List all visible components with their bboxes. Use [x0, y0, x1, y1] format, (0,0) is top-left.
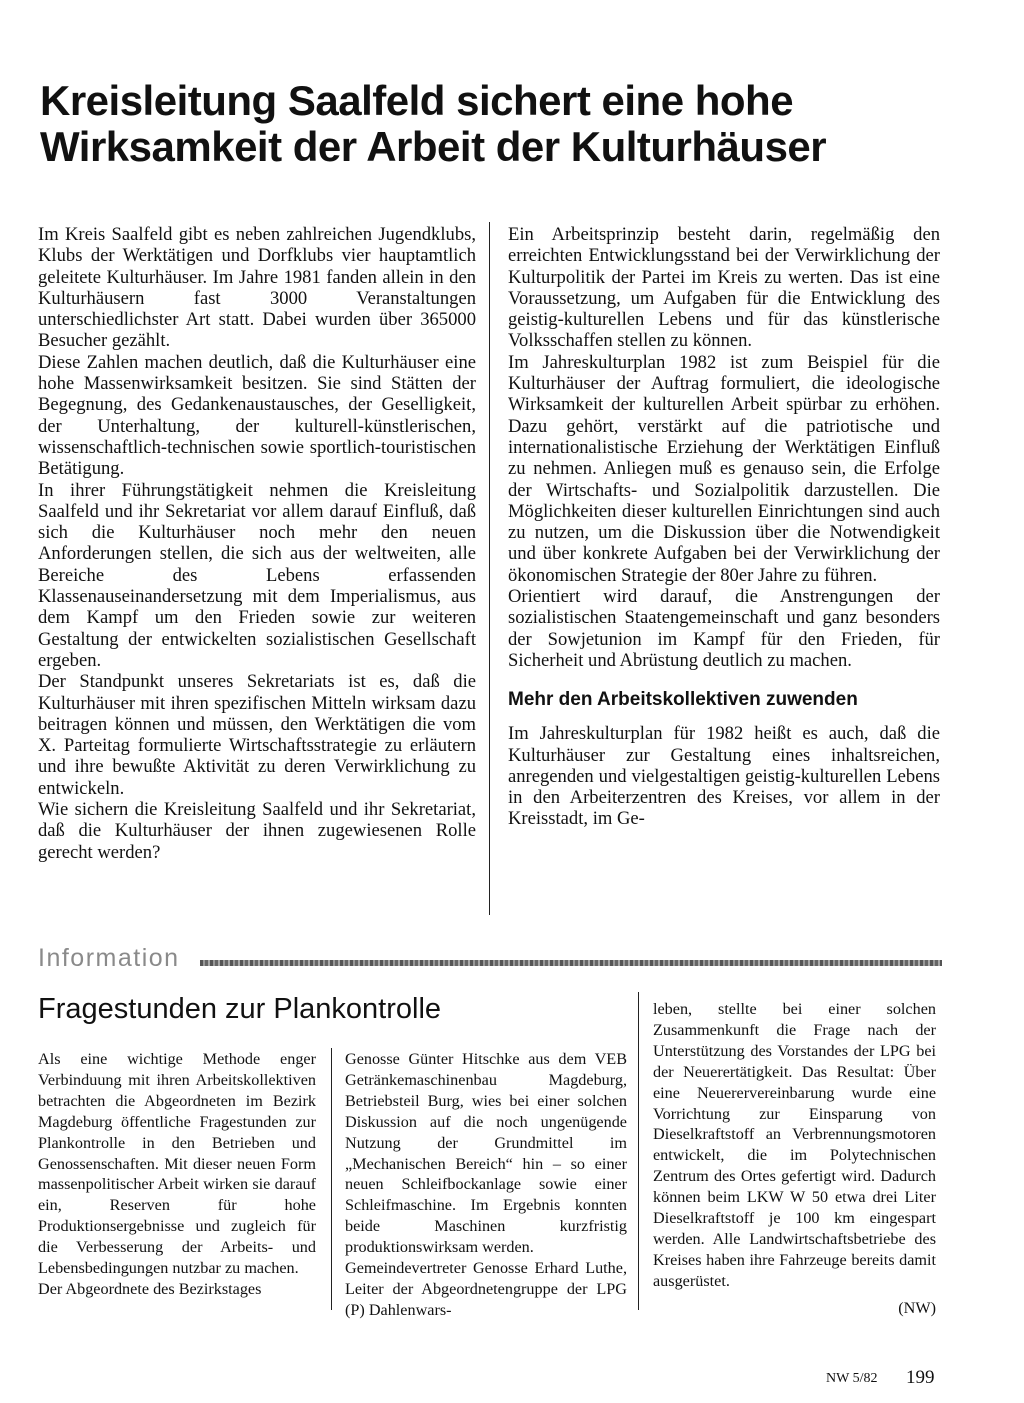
article-column-2	[508, 224, 940, 830]
info-box-title: Fragestunden zur Plankontrolle	[38, 993, 442, 1025]
information-label: Information	[38, 944, 180, 972]
info-column-2	[345, 1049, 627, 1321]
paragraph: Gemeindevertreter Genosse Erhard Luthe, Leiter der Abgeordnetengruppe der LPG (P) Dahlenwars-	[345, 1259, 627, 1319]
paragraph: Genosse Günter Hitschke aus dem VEB Getränkemaschinenbau Magdeburg, Betriebsteil Burg, wies bei einer solchen Diskussion auf die noch ungenügende Nutzung der Grundmittel im „Mechanischen Bereich“ hin – so einer neuen Schleifbockanlage sowie einer Schleifmaschine. Im Ergebnis konnten beide Maschinen kurzfristig produktionswirksam werden.	[345, 1050, 627, 1257]
author-signature: (NW)	[898, 1298, 936, 1317]
paragraph: Im Jahreskulturplan 1982 ist zum Beispiel für die Kulturhäuser der Auftrag formuliert, die ideologische Wirksamkeit der kulturellen Arbeit spürbar zu erhöhen. Dazu gehört, verstärkt auf die patriotische und internationalistische Erziehung der Werktätigen Einfluß zu nehmen. Anliegen muß es genauso sein, die Erfolge der Wirtschafts- und Sozialpolitik darzustellen. Die Möglichkeiten dieser kulturellen Einrichtungen sind auch zu nutzen, um die Diskussion über die Notwendigkeit und über konkrete Aufgaben bei der Verwirklichung der ökonomischen Strategie der 80er Jahre zu führen.	[508, 351, 940, 586]
section-subheading: Mehr den Arbeitskollektiven zuwenden	[508, 689, 858, 711]
paragraph: Der Abgeordnete des Bezirkstages	[38, 1279, 262, 1298]
info-column-1	[38, 1049, 316, 1300]
paragraph: Orientiert wird darauf, die Anstrengungen der sozialistischen Staatengemeinschaft und ganz besonders der Sowjetunion im Kampf für den Frieden, für Sicherheit und Abrüstung deutlich zu machen.	[508, 586, 940, 671]
column-divider	[638, 992, 639, 1310]
paragraph: In ihrer Führungstätigkeit nehmen die Kreisleitung Saalfeld und ihr Sekretariat vor allem darauf Einfluß, daß sich die Kulturhäuser noch mehr den neuen Anforderungen stellen, die sich aus der weltweiten, alle Bereiche des Lebens erfassenden Klassenauseinandersetzung mit dem Imperialismus, aus dem Kampf um den Frieden sowie zur weiteren Gestaltung der entwickelten sozialistischen Gesellschaft ergeben.	[38, 479, 476, 671]
column-divider	[331, 1048, 332, 1310]
article-headline: Kreisleitung Saalfeld sichert eine hohe Wirksamkeit der Arbeit der Kulturhäuser	[40, 77, 827, 170]
information-rule	[200, 960, 942, 966]
paragraph: Im Jahreskulturplan für 1982 heißt es auch, daß die Kulturhäuser zur Gestaltung eines inhaltsreichen, anregenden und vielgestaltigen geistig-kulturellen Lebens in den Arbeiterzentren des Kreises, vor allem in der Kreisstadt, im Ge-	[508, 723, 940, 830]
info-column-3	[653, 999, 936, 1319]
paragraph: Im Kreis Saalfeld gibt es neben zahlreichen Jugendklubs, Klubs der Werktätigen und Dorfklubs vier hauptamtlich geleitete Kulturhäuser. Im Jahre 1981 fanden allein in den Kulturhäusern fast 3000 Veranstaltungen unterschiedlichster Art statt. Dabei wurden über 365000 Besucher gezählt.	[38, 224, 476, 352]
paragraph: Ein Arbeitsprinzip besteht darin, regelmäßig den erreichten Entwicklungsstand bei der Verwirklichung der Kulturpolitik der Partei im Kreis zu werten. Das ist eine Voraussetzung, um Aufgaben für die Entwicklung des geistig-kulturellen Lebens und für das künstlerische Volksschaffen stellen zu können.	[508, 224, 940, 352]
paragraph: Der Standpunkt unseres Sekretariats ist es, daß die Kulturhäuser mit ihren spezifischen Mitteln wirksam dazu beitragen können und müssen, den Werktätigen die vom X. Parteitag formulierte Wirtschaftsstrategie zu erläutern und ihre bewußte Aktivität zu deren Verwirklichung zu entwickeln.	[38, 671, 476, 799]
paragraph: Als eine wichtige Methode enger Verbinduung mit ihren Arbeitskollektiven betrachten die Abgeordneten im Bezirk Magdeburg öffentliche Fragestunden zur Plankontrolle in den Betrieben und Genossenschaften. Mit dieser neuen Form massenpolitischer Arbeit wirken sie darauf ein, Reserven für hohe Produktionsergebnisse und zugleich für die Verbesserung der Arbeits- und Lebensbedingungen nutzbar zu machen.	[38, 1050, 316, 1278]
column-divider	[489, 222, 490, 915]
paragraph: leben, stellte bei einer solchen Zusammenkunft die Frage nach der Unterstützung des Vorstandes der LPG bei der Neuerertätigkeit. Das Resultat: Über eine Neuerervereinbarung wurde eine Vorrichtung zur Einsparung von Dieselkraftstoff an Verbrennungsmotoren entwickelt, die im Polytechnischen Zentrum des Ortes gefertigt wird. Dadurch können beim LKW W 50 etwa drei Liter Dieselkraftstoff je 100 km eingespart werden. Alle Landwirtschaftsbetriebe des Kreises haben ihre Fahrzeuge bereits damit ausgerüstet.	[653, 1000, 936, 1290]
page-number: 199	[906, 1367, 935, 1388]
paragraph: Diese Zahlen machen deutlich, daß die Kulturhäuser eine hohe Massenwirksamkeit besitzen. Sie sind Stätten der Begegnung, des Gedankenaustausches, der Geselligkeit, der Unterhaltung, der kulturell-künstlerischen, wissenschaftlich-technischen sowie sportlich-touristischen Betätigung.	[38, 351, 476, 480]
article-column-1	[38, 224, 476, 863]
issue-number: NW 5/82	[826, 1371, 878, 1386]
paragraph: Wie sichern die Kreisleitung Saalfeld und ihr Sekretariat, daß die Kulturhäuser der ihnen zugewiesenen Rolle gerecht werden?	[38, 799, 476, 863]
